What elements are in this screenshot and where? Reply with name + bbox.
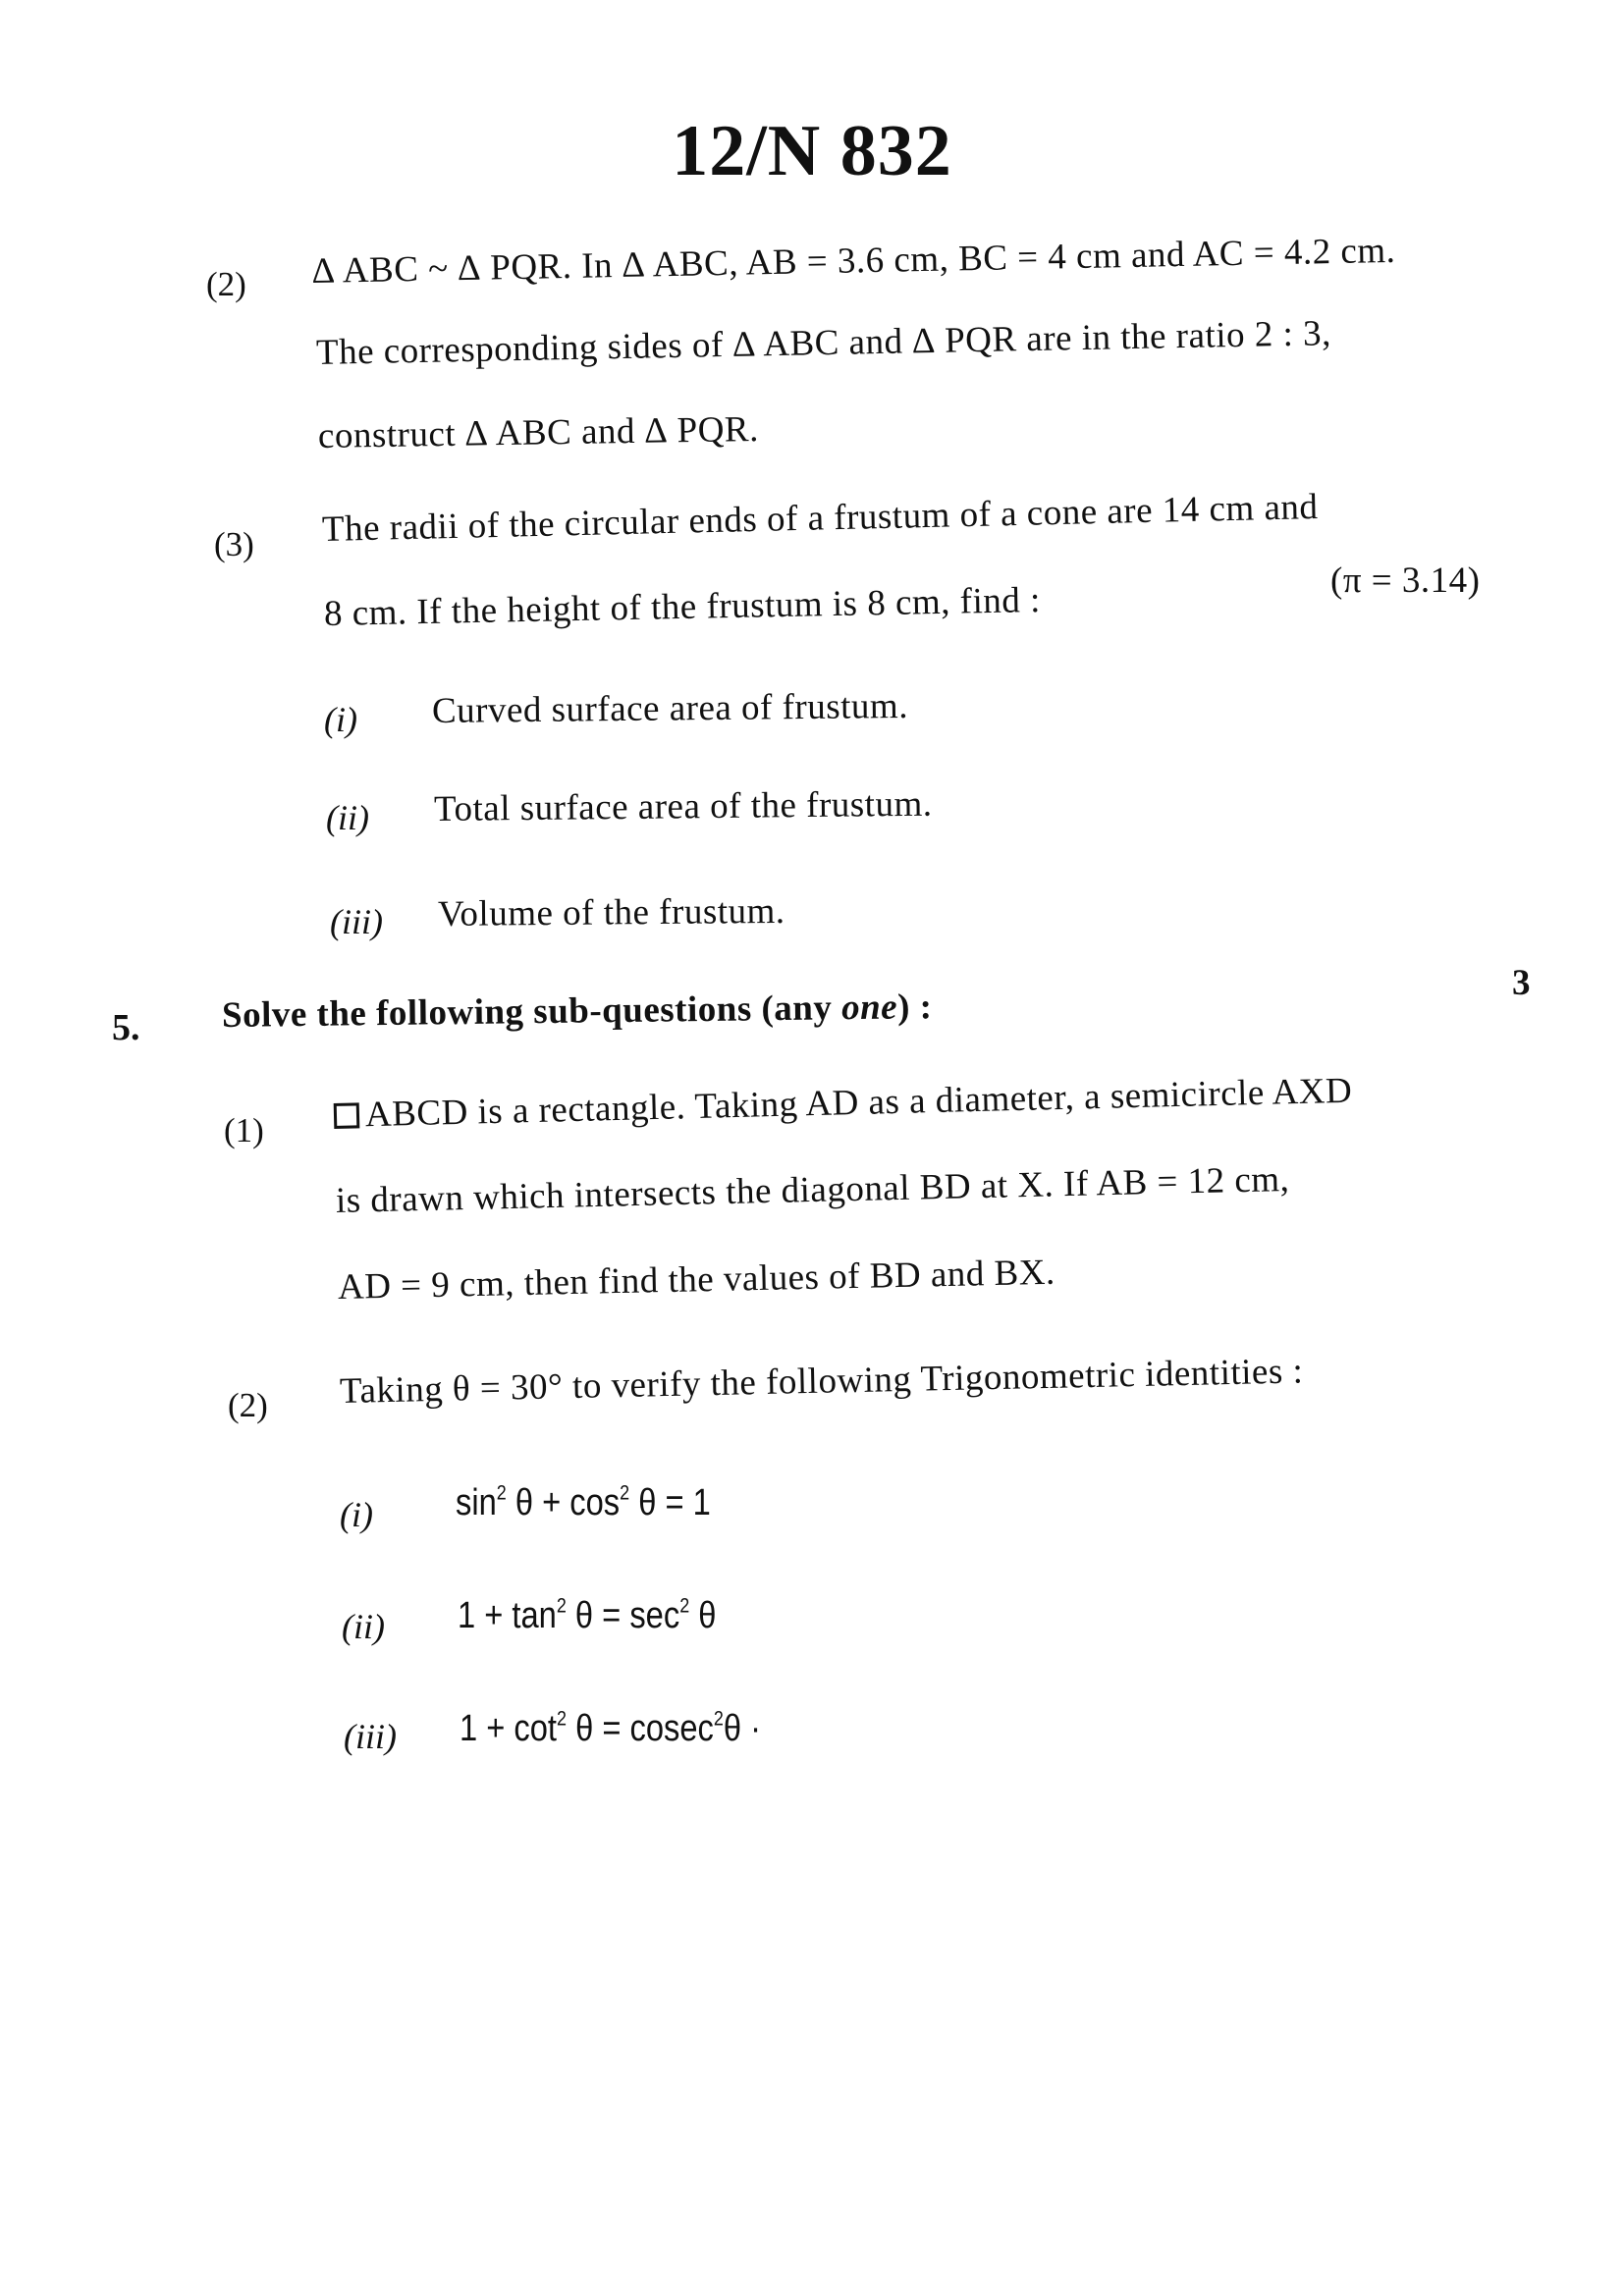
pi-note: (π = 3.14) [1330, 561, 1481, 601]
subq-line: Taking θ = 30° to verify the following Trigonometric identities : [339, 1351, 1304, 1412]
subq-line: The radii of the circular ends of a frustum of a cone are 14 cm and [321, 486, 1319, 550]
part-label: (iii) [330, 902, 383, 941]
subq-line: The corresponding sides of ∆ ABC and ∆ PQR are in the ratio 2 : 3, [315, 313, 1332, 373]
part-label: (i) [340, 1495, 373, 1534]
part-text: Curved surface area of frustum. [431, 685, 909, 731]
part-label: (iii) [344, 1717, 397, 1756]
subq-line: construct ∆ ABC and ∆ PQR. [317, 408, 760, 456]
subq-number: (2) [206, 265, 246, 303]
question-number: 5. [112, 1007, 140, 1048]
page-code: 12/N 832 [672, 111, 952, 191]
part-label: (ii) [342, 1607, 385, 1646]
part-label: (ii) [326, 798, 369, 837]
subq-line: 8 cm. If the height of the frustum is 8 cm, find : [323, 579, 1042, 634]
subq-line: ABCD is a rectangle. Taking AD as a diameter, a semicircle AXD [333, 1070, 1352, 1137]
square-symbol [334, 1102, 360, 1129]
part-text: Volume of the frustum. [437, 890, 785, 934]
subq-number: (2) [228, 1386, 268, 1424]
part-label: (i) [324, 700, 357, 739]
identity-formula: $1 + \tan^2 \theta = \sec^2 \theta$ [458, 1594, 717, 1636]
subq-line: AD = 9 cm, then find the values of BD and BX. [337, 1252, 1056, 1308]
subq-line: ∆ ABC ~ ∆ PQR. In ∆ ABC, AB = 3.6 cm, BC = 4 cm and AC = 4.2 cm. [311, 230, 1396, 292]
question-heading: Solve the following sub-questions (any one) : [221, 987, 933, 1036]
part-text: Total surface area of the frustum. [433, 783, 933, 829]
question-marks: 3 [1512, 963, 1531, 1003]
identity-formula: $\sin^2 \theta + \cos^2 \theta = 1$ [456, 1481, 711, 1523]
identity-formula: $1 + \cot^2 \theta = cosec^2\theta$ · [460, 1707, 762, 1749]
subq-number: (3) [214, 525, 254, 563]
subq-line: is drawn which intersects the diagonal BD at X. If AB = 12 cm, [335, 1158, 1290, 1221]
subq-number: (1) [224, 1111, 264, 1149]
